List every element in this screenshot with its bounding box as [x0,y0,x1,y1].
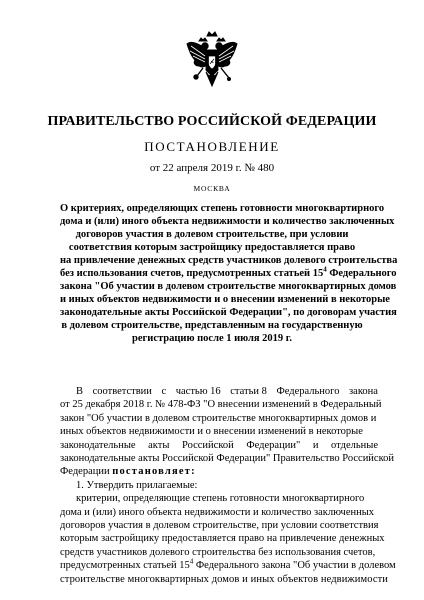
title-line: и иных объектов недвижимости и о внесении изменений в некоторые [60,294,390,305]
title-line: закона "Об участии в долевом строительстве многоквартирных домов [60,281,397,292]
body-line: В соответствии с частью 16 статьи 8 Федерального закона [76,386,378,397]
body-line: дома и (или) иного объекта недвижимости и количество заключенных [60,506,375,518]
date-number: от 22 апреля 2019 г. № 480 [149,162,275,174]
body-line: закон "Об участии в долевом строительстве многоквартирных домов и [60,412,377,424]
body-line: критерии, определяющие степень готовности многоквартирного [76,493,365,505]
body-line: от 25 декабря 2018 г. № 478-ФЗ "О внесении изменений в Федеральный [60,399,382,411]
title-line: договоров участия в долевом строительстве, при условии [75,229,349,240]
body-line: предусмотренных статьей $15^4$ Федерального закона "Об участии в долевом [60,557,396,572]
coat-of-arms-icon [185,30,239,92]
document-body [60,385,396,586]
title-line: соответствия которым застройщику предоставляется право [68,242,356,253]
city: МОСКВА [193,184,231,193]
paragraph-2 [60,492,385,559]
title-line: на привлечение денежных средств участников долевого строительства [60,255,398,266]
body-line: законодательные акты Российской Федерации" и отдельные [60,439,378,451]
document-title [60,202,398,345]
paragraph-1 [60,385,395,465]
title-line: О критериях, определяющих степень готовности многоквартирного [60,203,385,214]
body-line: строительстве многоквартирных домов и иных объектов недвижимости [60,573,389,585]
body-line: договоров участия в долевом строительстве, при условии соответствия [60,520,379,532]
body-line: законодательные акты Российской Федерации" Правительство Российской [60,453,395,465]
title-line: без использования счетов, предусмотренных статьей $15^4$ Федерального [60,265,397,279]
body-line: иных объектов недвижимости и о внесении изменений в некоторые [60,426,363,438]
superscript: 4 [323,265,327,274]
body-line: средств участников долевого строительства без использования счетов, [60,546,376,558]
document-type: ПОСТАНОВЛЕНИЕ [144,139,280,154]
title-line: в долевом строительстве, представленным на государственную [61,320,363,331]
body-line: Федерации постановляет: [60,466,196,478]
title-line: дома и (или) иного объекта недвижимости и количество заключенных [60,216,395,227]
title-line: регистрацию после 1 июля 2019 г. [132,333,292,344]
body-line: 1. Утвердить прилагаемые: [76,479,198,491]
title-line: законодательные акты Российской Федерации", по договорам участия [60,307,397,318]
government-name: ПРАВИТЕЛЬСТВО РОССИЙСКОЙ ФЕДЕРАЦИИ [47,114,377,129]
body-line: которым застройщику предоставляется право на привлечение денежных [60,533,385,545]
